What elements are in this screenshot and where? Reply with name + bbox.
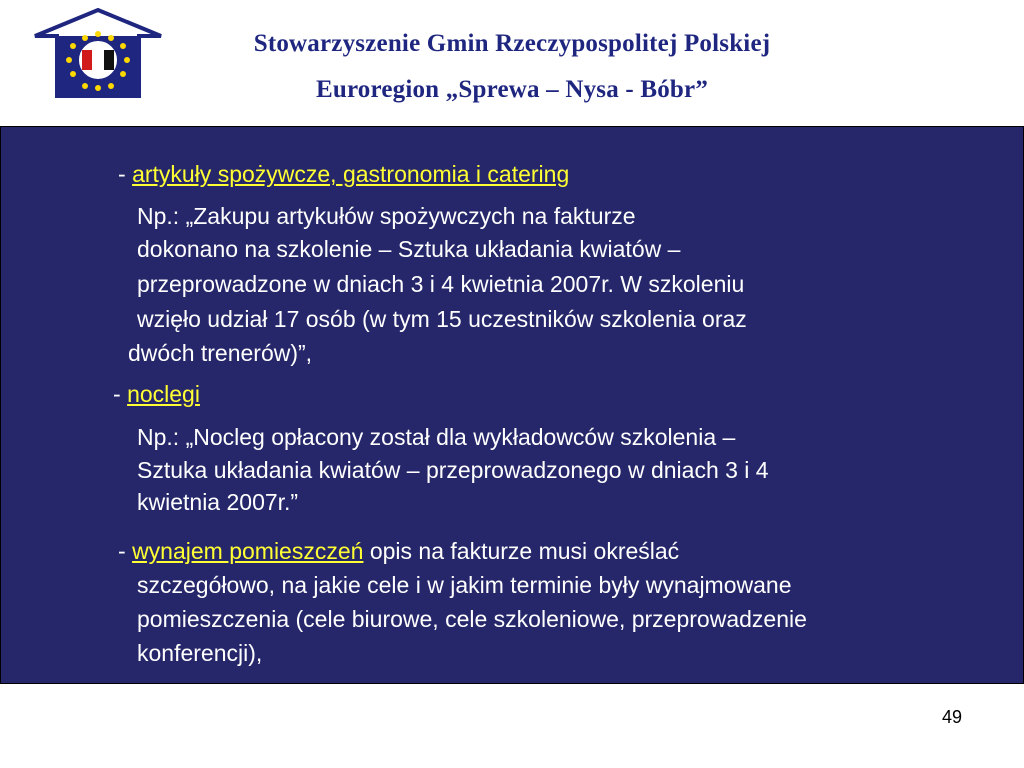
header-title-line2: Euroregion „Sprewa – Nysa - Bóbr”	[315, 76, 709, 103]
item3-after-link: opis na fakturze musi określać	[363, 538, 680, 564]
item1-dash: -	[118, 161, 126, 187]
item1-line5: dwóch trenerów)”,	[128, 340, 313, 366]
item2-link[interactable]: noclegi	[127, 381, 200, 407]
item2-line3: kwietnia 2007r.”	[137, 489, 299, 515]
item2-heading	[113, 378, 200, 411]
slide-header	[0, 0, 1024, 125]
item3-line1: szczegółowo, na jakie cele i w jakim terminie były wynajmowane	[137, 572, 792, 598]
item1-line4: wzięło udział 17 osób (w tym 15 uczestników szkolenia oraz	[137, 306, 747, 332]
item1-heading	[118, 158, 569, 191]
item3-dash: -	[118, 538, 126, 564]
item1-line1: Np.: „Zakupu artykułów spożywczych na fakturze	[137, 203, 636, 229]
header-title-line1: Stowarzyszenie Gmin Rzeczypospolitej Polskiej	[253, 30, 771, 57]
item1-line2: dokonano na szkolenie – Sztuka układania kwiatów –	[137, 236, 681, 262]
item3-line3: konferencji),	[137, 640, 263, 666]
item3-line2: pomieszczenia (cele biurowe, cele szkoleniowe, przeprowadzenie	[137, 606, 807, 632]
item3-link[interactable]: wynajem pomieszczeń	[132, 538, 364, 564]
item1-link[interactable]: artykuły spożywcze, gastronomia i catering	[132, 161, 570, 187]
item2-line2: Sztuka układania kwiatów – przeprowadzonego w dniach 3 i 4	[137, 457, 769, 483]
item3-heading	[118, 535, 679, 568]
item2-dash: -	[113, 381, 121, 407]
item2-line1: Np.: „Nocleg opłacony został dla wykładowców szkolenia –	[137, 424, 736, 450]
item1-line3: przeprowadzone w dniach 3 i 4 kwietnia 2007r. W szkoleniu	[137, 271, 745, 297]
page-number: 49	[941, 707, 962, 727]
